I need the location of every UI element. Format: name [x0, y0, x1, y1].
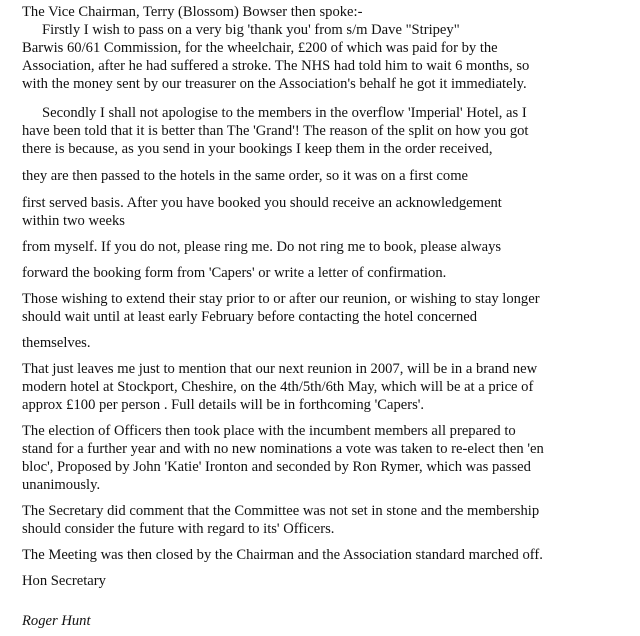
paragraph-line: Barwis 60/61 Commission, for the wheelchair, £200 of which was paid for by the — [22, 40, 498, 56]
signature-name: Roger Hunt — [22, 613, 91, 629]
paragraph-line: have been told that it is better than The 'Grand'! The reason of the split on how you got — [22, 123, 529, 139]
paragraph-line: The Meeting was then closed by the Chairman and the Association standard marched off. — [22, 547, 543, 563]
paragraph-line: unanimously. — [22, 477, 101, 493]
paragraph-line: forward the booking form from 'Capers' or write a letter of confirmation. — [22, 265, 447, 281]
paragraph-line: from myself. If you do not, please ring me. Do not ring me to book, please always — [22, 239, 502, 255]
paragraph-line: they are then passed to the hotels in the same order, so it was on a first come — [22, 168, 469, 184]
paragraph-line: first served basis. After you have booked you should receive an acknowledgement — [22, 195, 502, 211]
paragraph-line: within two weeks — [22, 213, 125, 229]
paragraph-line: stand for a further year and with no new nominations a vote was taken to re-elect then 'en — [22, 441, 544, 457]
paragraph-line: bloc', Proposed by John 'Katie' Ironton and seconded by Ron Rymer, which was passed — [22, 459, 531, 475]
paragraph-line: should consider the future with regard to its' Officers. — [22, 521, 335, 537]
paragraph-line: should wait until at least early February before contacting the hotel concerned — [22, 309, 478, 325]
paragraph-line: Firstly I wish to pass on a very big 'thank you' from s/m Dave "Stripey" — [42, 22, 460, 38]
paragraph-line: The election of Officers then took place with the incumbent members all prepared to — [22, 423, 516, 439]
paragraph-line: That just leaves me just to mention that our next reunion in 2007, will be in a brand new — [22, 361, 538, 377]
paragraph-line: themselves. — [22, 335, 91, 351]
paragraph-line: with the money sent by our treasurer on the Association's behalf he got it immediately. — [22, 76, 527, 92]
paragraph-line: Association, after he had suffered a stroke. The NHS had told him to wait 6 months, so — [22, 58, 530, 74]
paragraph-line: Secondly I shall not apologise to the members in the overflow 'Imperial' Hotel, as I — [42, 105, 527, 121]
speaker-intro-line: The Vice Chairman, Terry (Blossom) Bowser then spoke:- — [22, 4, 363, 20]
paragraph-line: approx £100 per person . Full details will be in forthcoming 'Capers'. — [22, 397, 425, 413]
paragraph-line: there is because, as you send in your bookings I keep them in the order received, — [22, 141, 493, 157]
paragraph-line: Those wishing to extend their stay prior to or after our reunion, or wishing to stay longer — [22, 291, 540, 307]
paragraph-line: modern hotel at Stockport, Cheshire, on the 4th/5th/6th May, which will be at a price of — [22, 379, 534, 395]
signature-title: Hon Secretary — [22, 573, 106, 589]
paragraph-line: The Secretary did comment that the Committee was not set in stone and the membership — [22, 503, 540, 519]
